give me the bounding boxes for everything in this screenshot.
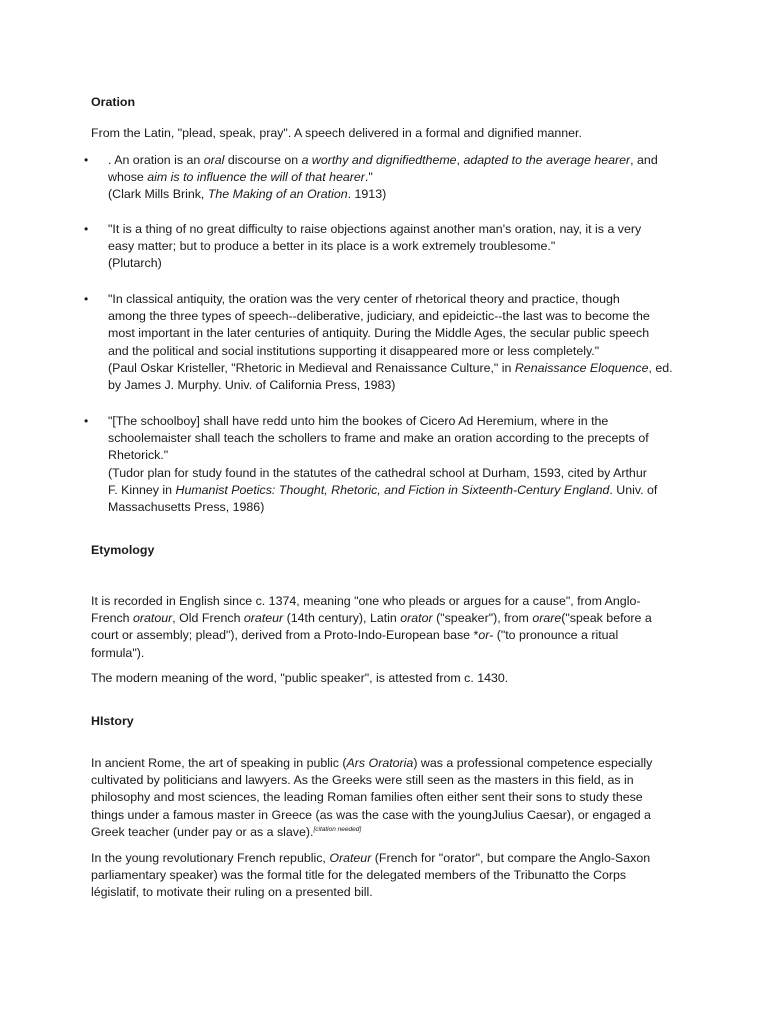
quote-line: among the three types of speech--deliberative, judiciary, and epideictic--the last was to become the [108, 309, 650, 324]
quote-list-item [84, 413, 684, 516]
history-paragraph: In ancient Rome, the art of speaking in public (Ars Oratoria) was a professional competence especially cultivated by politicians and lawyers. As the Greeks were still seen as the masters in this field, as in philosophy and most sciences, the leading Roman families often either sent their sons to study these things under a famous master in Greece (as was the case with the youngJulius Caesar), or engaged a Greek teacher (under pay or as a slave).[citation needed] [91, 756, 653, 839]
intro-paragraph [91, 125, 691, 142]
history-paragraph-2: In the young revolutionary French republic, Orateur (French for "orator", but compare the Anglo-Saxon parliamentary speaker) was the formal title for the delegated members of the Tribunatto the Corps législatif, to motivate their ruling on a presented bill. [91, 851, 651, 900]
quote-list-item [84, 291, 684, 394]
bullet-icon: • [84, 292, 89, 306]
quote-line: most important in the later centuries of antiquity. During the Middle Ages, the secular public speech [108, 326, 650, 341]
heading-history: HIstory [91, 714, 134, 728]
quote-line: schoolemaister shall teach the schollers to frame and make an oration according to the precepts of [108, 431, 649, 446]
etymology-paragraph: It is recorded in English since c. 1374, meaning "one who pleads or argues for a cause", from Anglo- French oratour, Old French orateur (14th century), Latin orator ("speaker"), from orare("speak before a court or assembly; plead"), derived from a Proto-Indo-European base *or- ("to pronounce a ritual formula"). [91, 594, 652, 660]
quote-citation: (Paul Oskar Kristeller, "Rhetoric in Medieval and Renaissance Culture," in Renaissance Eloquence, ed. [108, 360, 673, 375]
quote-citation: Massachusetts Press, 1986) [108, 500, 265, 515]
quote-line: easy matter; but to produce a better in its place is a work extremely troublesome." [108, 239, 556, 254]
quote-citation: (Clark Mills Brink, The Making of an Oration. 1913) [108, 187, 387, 202]
intro-text: From the Latin, "plead, speak, pray". A speech delivered in a formal and dignified manner. [91, 126, 582, 140]
quote-list-item [84, 152, 684, 204]
quote-line: whose aim is to influence the will of that hearer." [108, 170, 373, 185]
quote-line: "[The schoolboy] shall have redd unto him the bookes of Cicero Ad Heremium, where in the [108, 414, 609, 428]
bullet-icon: • [84, 222, 89, 236]
bullet-icon: • [84, 414, 89, 428]
quote-line: . An oration is an oral discourse on a worthy and dignifiedtheme, adapted to the average hearer, and [108, 153, 658, 167]
quote-line: and the political and social institutions supporting it disappeared more or less completely." [108, 343, 600, 358]
bullet-icon: • [84, 153, 89, 167]
quote-line: "It is a thing of no great difficulty to raise objections against another man's oration, nay, it is a very [108, 222, 642, 236]
heading-etymology: Etymology [91, 543, 155, 557]
quote-citation: (Plutarch) [108, 256, 162, 271]
quote-citation: by James J. Murphy. Univ. of California Press, 1983) [108, 378, 396, 393]
quote-line: Rhetorick." [108, 448, 169, 463]
heading-oration: Oration [91, 95, 136, 109]
quote-citation: (Tudor plan for study found in the statutes of the cathedral school at Durham, 1593, cited by Arthur [108, 465, 647, 480]
citation-needed-link[interactable]: [citation needed] [313, 825, 362, 833]
quote-line: "In classical antiquity, the oration was the very center of rhetorical theory and practice, though [108, 292, 620, 306]
quote-list-item [84, 221, 684, 273]
etymology-paragraph-2: The modern meaning of the word, "public speaker", is attested from c. 1430. [91, 671, 509, 685]
quote-citation: F. Kinney in Humanist Poetics: Thought, Rhetoric, and Fiction in Sixteenth-Century England. Univ. of [108, 482, 658, 497]
